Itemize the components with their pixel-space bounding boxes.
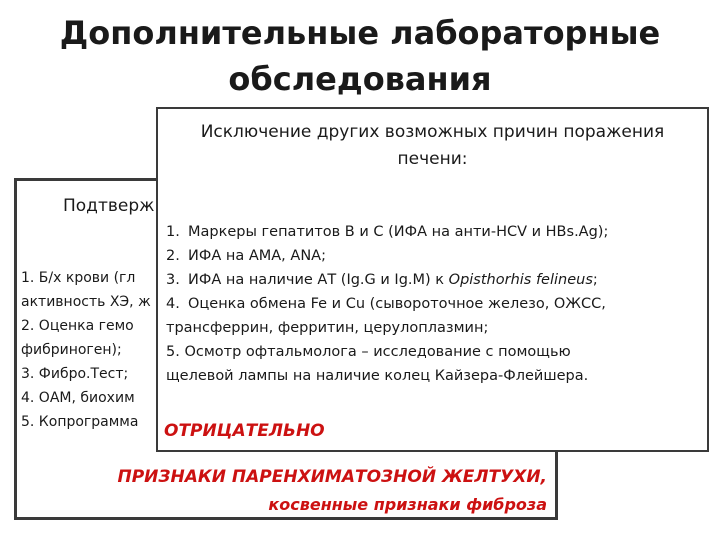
list-item: фибриноген); (21, 342, 122, 358)
list-item: 4. ОАМ, биохим (21, 390, 135, 406)
exclusion-heading-line-2: печени: (397, 149, 468, 169)
item-text: трансферрин, ферритин, церулоплазмин; (166, 320, 489, 336)
item-number: 3. (166, 272, 180, 288)
confirmation-list (21, 266, 151, 434)
list-item: 3. Фибро.Тест; (21, 366, 129, 382)
list-item: 5. Копрограмма (21, 414, 139, 430)
list-item (166, 364, 608, 388)
item-text: Оценка обмена Fe и Cu (сывороточное железо, ОЖСС, (188, 296, 606, 312)
list-item: активность ХЭ, ж (21, 294, 151, 310)
slide-title (0, 10, 720, 102)
result-main: ПРИЗНАКИ ПАРЕНХИМАТОЗНОЙ ЖЕЛТУХИ, (117, 467, 547, 487)
list-item: 2. Оценка гемо (21, 318, 134, 334)
item-text: Маркеры гепатитов В и С (ИФА на анти-HCV и HBs.Ag); (188, 224, 609, 240)
item-tail: ; (592, 272, 598, 288)
item-number: 1. (166, 224, 180, 240)
exclusion-result: ОТРИЦАТЕЛЬНО (164, 421, 325, 441)
title-line-1: Дополнительные лабораторные (59, 14, 661, 52)
result-secondary: косвенные признаки фиброза (268, 495, 547, 514)
item-text: щелевой лампы на наличие колец Кайзера-Флейшера. (166, 368, 589, 384)
list-item: 1. Б/х крови (гл (21, 270, 136, 286)
list-item (166, 244, 608, 268)
title-line-2: обследования (228, 60, 492, 98)
item-text: 5. Осмотр офтальмолога – исследование с помощью (166, 344, 571, 360)
confirmation-result (118, 464, 548, 518)
list-item (166, 340, 608, 364)
list-item (166, 220, 608, 244)
item-text: ИФА на наличие АТ (Ig.G и Ig.M) к (188, 272, 449, 288)
exclusion-heading-line-1: Исключение других возможных причин поражения (200, 122, 665, 142)
item-species: Opisthorhis felineus (448, 272, 593, 288)
list-item (166, 316, 608, 340)
list-item (166, 268, 608, 292)
exclusion-heading (158, 119, 707, 173)
item-number: 4. (166, 296, 180, 312)
item-text: ИФА на АМА, ANA; (188, 248, 326, 264)
exclusion-list (166, 220, 608, 388)
confirmation-heading: Подтверж (63, 196, 155, 216)
item-number: 2. (166, 248, 180, 264)
list-item (166, 292, 608, 316)
exclusion-panel (156, 107, 709, 452)
